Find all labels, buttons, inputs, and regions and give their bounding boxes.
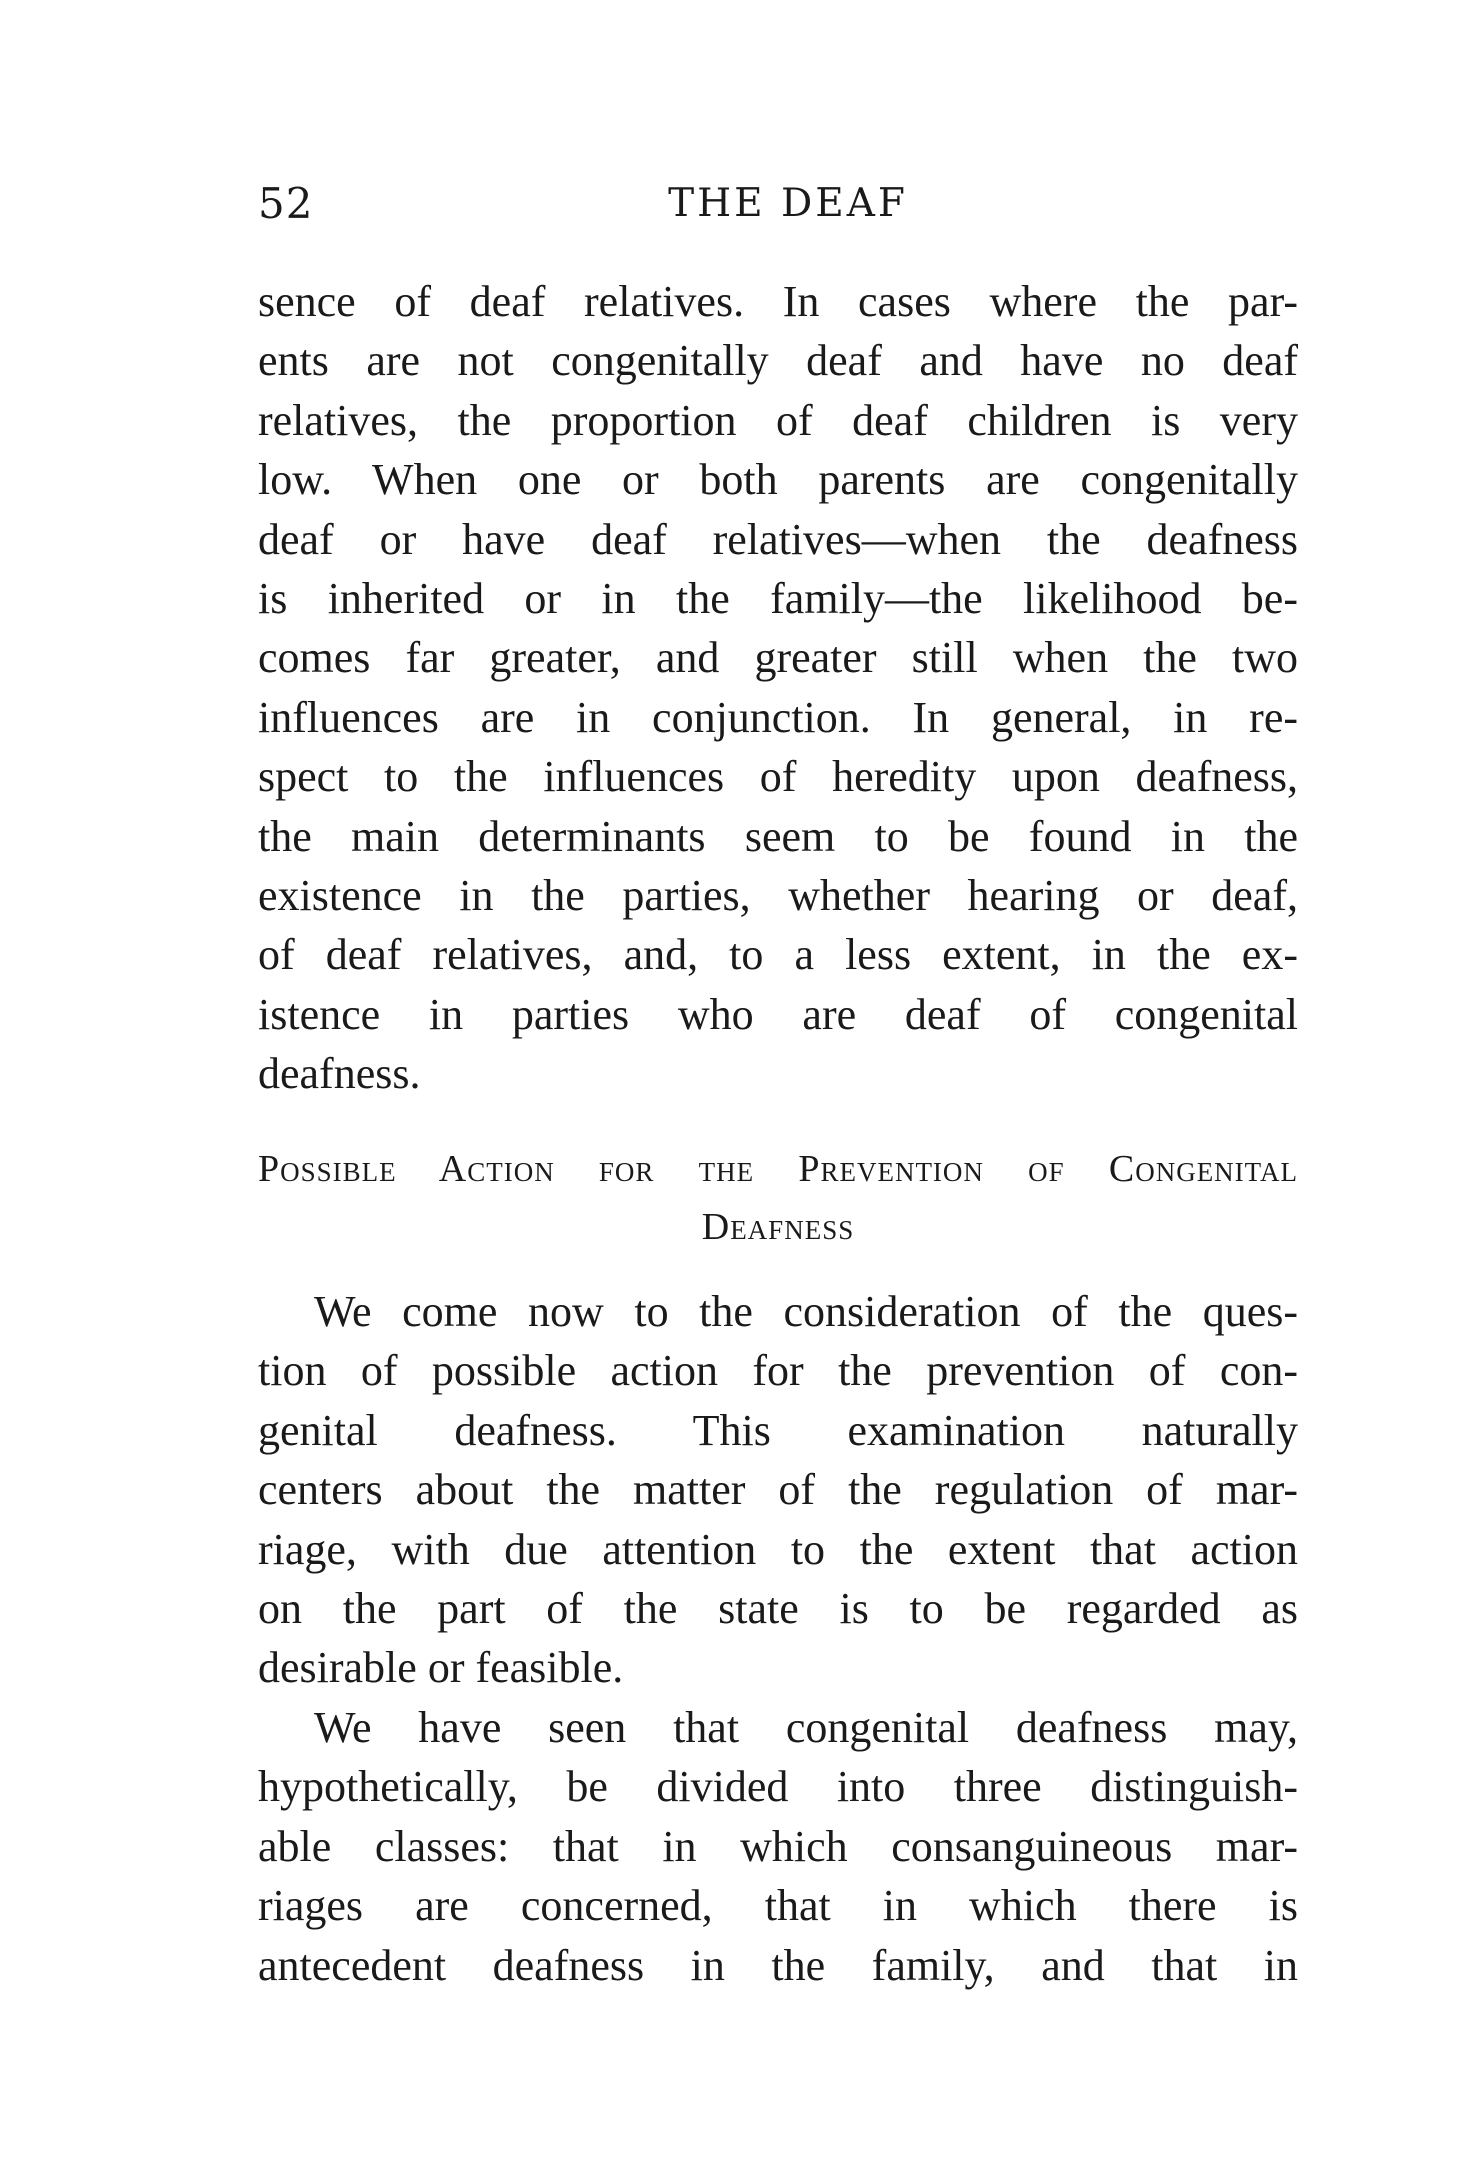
- text-line: centers about the matter of the regulation of mar-: [258, 1465, 1298, 1515]
- text-line: We have seen that congenital deafness may,: [314, 1703, 1298, 1752]
- text-line: low. When one or both parents are congenitally: [258, 455, 1298, 505]
- text-line: riage, with due attention to the extent that action: [258, 1524, 1298, 1574]
- text-line: sence of deaf relatives. In cases where the par-: [258, 277, 1298, 326]
- text-line: ents are not congenitally deaf and have no deaf: [258, 336, 1298, 386]
- text-line: the main determinants seem to be found in the: [258, 811, 1298, 861]
- text-line: able classes: that in which consanguineous mar-: [258, 1821, 1298, 1871]
- text-line: deaf or have deaf relatives—when the deafness: [258, 514, 1298, 564]
- text-line: desirable or feasible.: [258, 1643, 624, 1693]
- page-number: 52: [258, 179, 314, 228]
- section-heading-line-2: Deafness: [701, 1206, 855, 1248]
- text-line: riages are concerned, that in which there is: [258, 1881, 1298, 1931]
- paragraph-2: [258, 1282, 1298, 1698]
- text-line: genital deafness. This examination naturally: [258, 1405, 1298, 1455]
- text-line: We come now to the consideration of the ques-: [314, 1287, 1298, 1336]
- running-head: [258, 178, 1298, 230]
- text-line: influences are in conjunction. In general, in re-: [258, 692, 1298, 742]
- section-heading: [258, 1140, 1298, 1256]
- text-line: deafness.: [258, 1049, 421, 1099]
- paragraph-3: [258, 1698, 1298, 1995]
- text-line: relatives, the proportion of deaf children is very: [258, 395, 1298, 445]
- text-line: spect to the influences of heredity upon deafness,: [258, 752, 1298, 802]
- text-line: on the part of the state is to be regarded as: [258, 1583, 1298, 1633]
- text-line: existence in the parties, whether hearing or deaf,: [258, 870, 1298, 920]
- running-title: THE DEAF: [668, 181, 908, 226]
- text-line: is inherited or in the family—the likelihood be-: [258, 573, 1298, 623]
- text-line: tion of possible action for the prevention of con-: [258, 1346, 1298, 1396]
- text-line: antecedent deafness in the family, and that in: [258, 1940, 1298, 1990]
- text-line: istence in parties who are deaf of congenital: [258, 989, 1298, 1039]
- paragraph-1: [258, 272, 1298, 1103]
- text-line: comes far greater, and greater still when the two: [258, 633, 1298, 683]
- section-heading-line-1: Possible Action for the Prevention of Congenital: [258, 1148, 1298, 1190]
- text-line: hypothetically, be divided into three distinguish-: [258, 1762, 1298, 1812]
- text-line: of deaf relatives, and, to a less extent, in the ex-: [258, 930, 1298, 980]
